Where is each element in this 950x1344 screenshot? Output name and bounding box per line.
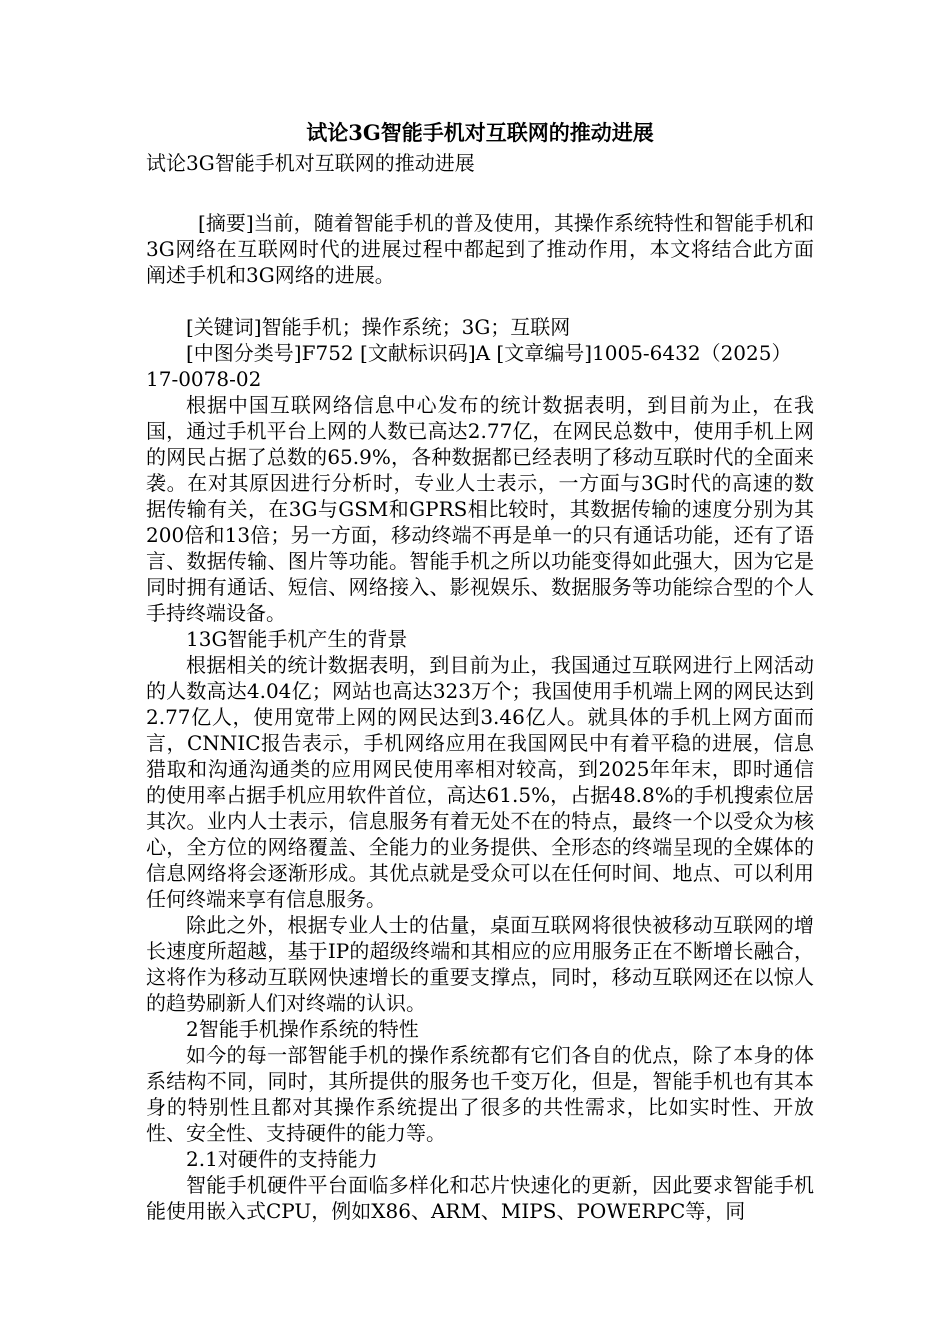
- section21-paragraph: 智能手机硬件平台面临多样化和芯片快速化的更新，因此要求智能手机能使用嵌入式CPU，例如X86、ARM、MIPS、POWERPC等，同: [146, 1173, 814, 1223]
- classification-info: [中图分类号]F752 [文献标识码]A [文章编号]1005-6432（2025）17-0078-02: [146, 341, 792, 391]
- spacer: [146, 176, 814, 210]
- document-subtitle: 试论3G智能手机对互联网的推动进展: [146, 151, 475, 175]
- section-heading-2-1: 2.1对硬件的支持能力: [186, 1147, 378, 1171]
- section1-paragraph-1: 根据相关的统计数据表明，到目前为止，我国通过互联网进行上网活动的人数高达4.04亿；网站也高达323万个；我国使用手机端上网的网民达到2.77亿人，使用宽带上网的网民达到3.46亿人。就具体的手机上网方面而言，CNNIC报告表示，手机网络应用在我国网民中有着平稳的进展，信息猎取和沟通沟通类的应用网民使用率相对较高，到2025年年末，即时通信的使用率占据手机应用软件首位，高达61.5%，占据48.8%的手机搜索位居其次。业内人士表示，信息服务有着无处不在的特点，最终一个以受众为核心，全方位的网络覆盖、全能力的业务提供、全形态的终端呈现的全媒体的信息网络将会逐渐形成。其优点就是受众可以在任何时间、地点、可以利用任何终端来享有信息服务。: [146, 653, 814, 911]
- intro-paragraph: 根据中国互联网络信息中心发布的统计数据表明，到目前为止，在我国，通过手机平台上网的人数已高达2.77亿，在网民总数中，使用手机上网的网民占据了总数的65.9%，各种数据都已经表明了移动互联时代的全面来袭。在对其原因进行分析时，专业人士表示，一方面与3G时代的高速的数据传输有关，在3G与GSM和GPRS相比较时，其数据传输的速度分别为其200倍和13倍；另一方面，移动终端不再是单一的只有通话功能，还有了语言、数据传输、图片等功能。智能手机之所以功能变得如此强大，因为它是同时拥有通话、短信、网络接入、影视娱乐、数据服务等功能综合型的个人手持终端设备。: [146, 393, 814, 625]
- keywords: [关键词]智能手机；操作系统；3G；互联网: [186, 315, 571, 339]
- abstract: [摘要]当前，随着智能手机的普及使用，其操作系统特性和智能手机和3G网络在互联网时代的进展过程中都起到了推动作用，本文将结合此方面阐述手机和3G网络的进展。: [146, 211, 814, 287]
- document-body: [146, 118, 814, 1224]
- document-title: 试论3G智能手机对互联网的推动进展: [306, 120, 654, 145]
- section1-paragraph-2: 除此之外，根据专业人士的估量，桌面互联网将很快被移动互联网的增长速度所超越，基于IP的超级终端和其相应的应用服务正在不断增长融合，这将作为移动互联网快速增长的重要支撑点，同时，移动互联网还在以惊人的趋势刷新人们对终端的认识。: [146, 913, 814, 1015]
- section2-paragraph: 如今的每一部智能手机的操作系统都有它们各自的优点，除了本身的体系结构不同，同时，其所提供的服务也千变万化，但是，智能手机也有其本身的特别性且都对其操作系统提出了很多的共性需求，比如实时性、开放性、安全性、支持硬件的能力等。: [146, 1043, 814, 1145]
- spacer: [146, 288, 814, 314]
- section-heading-2: 2智能手机操作系统的特性: [186, 1017, 419, 1041]
- section-heading-1: 13G智能手机产生的背景: [186, 627, 408, 651]
